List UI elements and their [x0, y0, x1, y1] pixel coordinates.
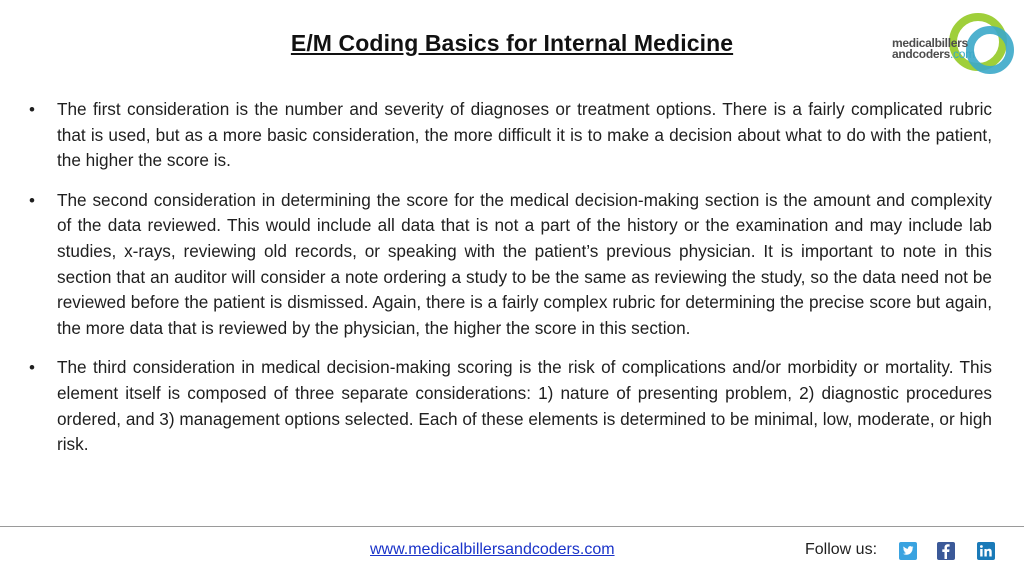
- bullet-text: The third consideration in medical decision-making scoring is the risk of complications and/or morbidity or mortality. This element itself is composed of three separate considerations: 1) nature of presenting problem, 2) diagnostic procedures ordered, and 3) management options selected. Each of these elements is determined to be minimal, low, moderate, or high risk.: [57, 357, 992, 455]
- logo-line-2: andcoders: [892, 47, 950, 61]
- bullet-text: The second consideration in determining the score for the medical decision-making section is the amount and complexity of the data reviewed. This would include all data that is not a part of the history or the examination and may include lab studies, x-rays, reviewing old records, or speaking with the patient’s previous physician. It is important to note in this section that an auditor will consider a note ordering a study to be the same as reviewing the study, so the data need not be reviewed before the patient is dismissed. Again, there is a fairly complex rubric for determining the precise score but again, the more data that is reviewed by the physician, the higher the score in this section.: [57, 189, 992, 338]
- bullet-marker: •: [29, 358, 35, 378]
- linkedin-icon[interactable]: [977, 542, 995, 560]
- company-logo: [892, 12, 1014, 74]
- follow-us-label: Follow us:: [805, 541, 878, 558]
- bullet-item: [29, 97, 992, 174]
- bullet-text: The first consideration is the number and severity of diagnoses or treatment options. There is a fairly complicated rubric that is used, but as a more basic consideration, the more difficult it is to make a decision about what to do with the patient, the higher the score is.: [57, 99, 992, 171]
- bullet-item: [29, 188, 992, 342]
- facebook-icon[interactable]: [937, 542, 955, 560]
- bullet-marker: •: [29, 100, 35, 119]
- logo-suffix: .com: [950, 47, 975, 61]
- website-link[interactable]: www.medicalbillersandcoders.com: [370, 541, 615, 558]
- bullet-item: [29, 355, 992, 457]
- bullet-marker: •: [29, 190, 35, 210]
- logo-wordmark: [892, 38, 975, 60]
- twitter-icon[interactable]: [899, 542, 917, 560]
- footer-divider: [0, 526, 1024, 527]
- logo-line-1: medicalbillers: [892, 36, 968, 50]
- slide-title: E/M Coding Basics for Internal Medicine: [290, 30, 734, 56]
- bullet-list: [29, 97, 992, 458]
